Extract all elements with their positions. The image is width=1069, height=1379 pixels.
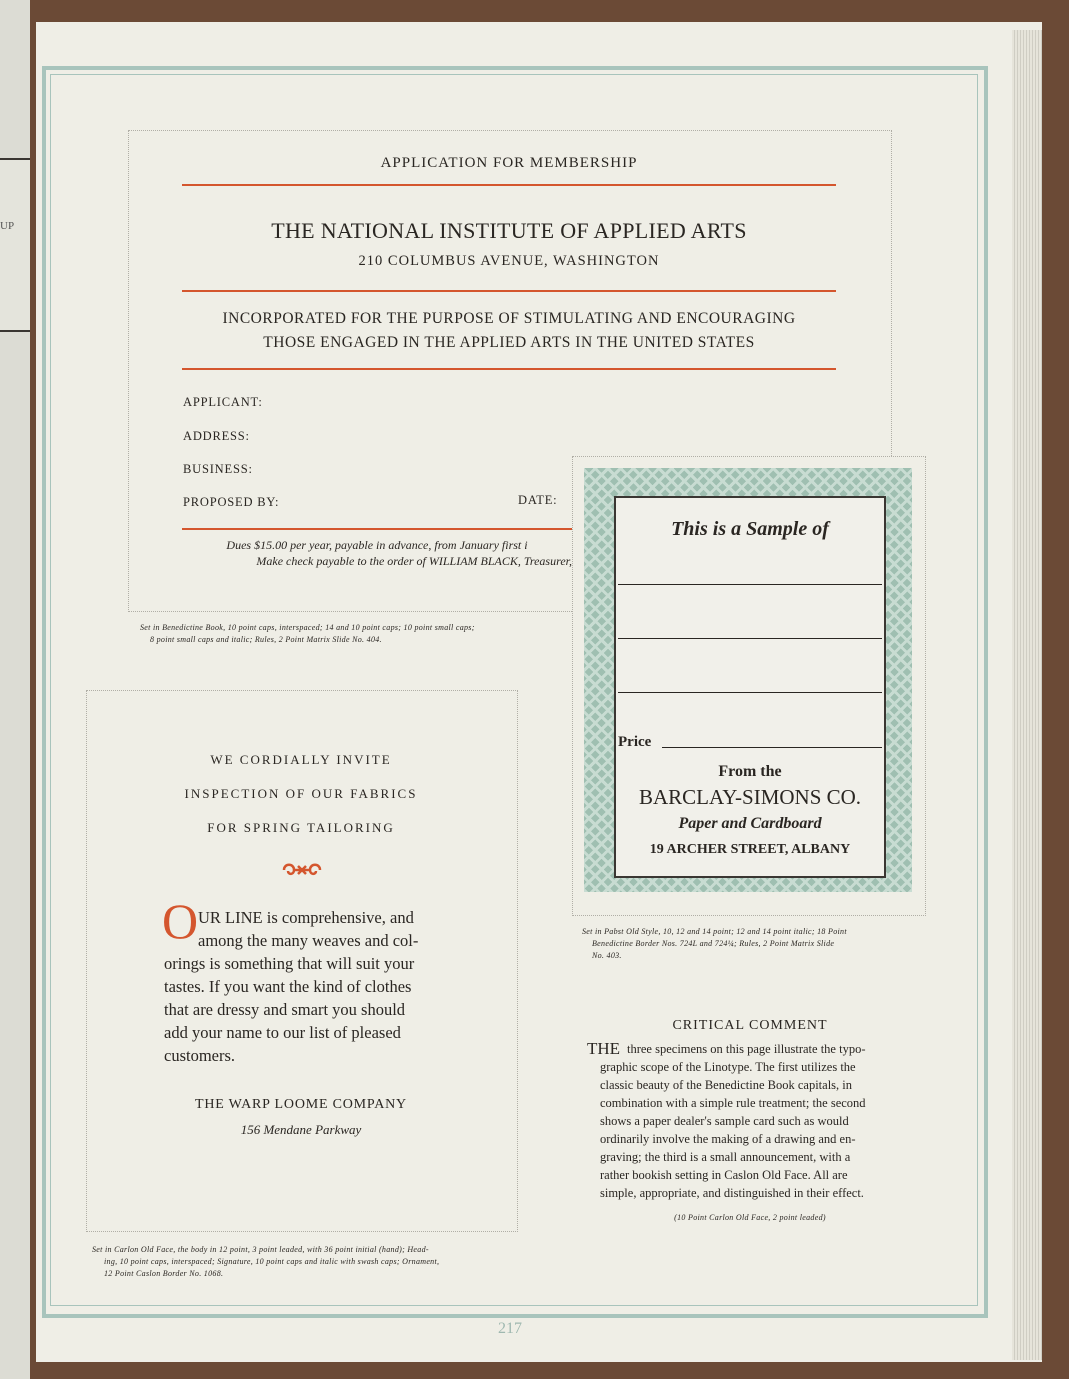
body-line-6: add your name to our list of pleased <box>164 1023 401 1042</box>
warp-loome-address: 156 Mendane Parkway <box>240 1122 362 1137</box>
sample-street: 19 ARCHER STREET, ALBANY <box>649 842 851 857</box>
comment-line-9: simple, appropriate, and distinguished in their effect. <box>600 1186 864 1200</box>
comment-caption: (10 Point Carlon Old Face, 2 point leaded) <box>674 1213 826 1222</box>
critical-comment-title: CRITICAL COMMENT <box>672 1018 828 1033</box>
comment-line-3: classic beauty of the Benedictine Book capitals, in <box>600 1078 853 1092</box>
previous-page-label: UP <box>0 220 15 232</box>
comment-initial: THE <box>587 1039 621 1058</box>
sample-company: BARCLAY-SIMONS CO. <box>638 785 862 809</box>
comment-line-4: combination with a simple rule treatment; the second <box>600 1096 866 1110</box>
price-label: Price <box>618 734 652 750</box>
purpose-line-2: THOSE ENGAGED IN THE APPLIED ARTS IN THE UNITED STATES <box>263 334 755 351</box>
comment-line-8: rather bookish setting in Caslon Old Face. All are <box>600 1168 848 1182</box>
card1-caption-line-1: Set in Benedictine Book, 10 point caps, interspaced; 14 and 10 point caps; 10 point small caps; <box>140 623 475 632</box>
date-label: DATE: <box>518 493 558 507</box>
price-line <box>662 747 882 748</box>
address-label: ADDRESS: <box>183 429 250 443</box>
blank-line <box>618 692 882 693</box>
comment-line-2: graphic scope of the Linotype. The first utilizes the <box>600 1060 856 1074</box>
body-line-4: tastes. If you want the kind of clothes <box>164 977 412 996</box>
red-rule <box>182 528 574 530</box>
drop-cap: O <box>162 893 199 949</box>
comment-line-7: graving; the third is a small announcement, with a <box>600 1150 851 1164</box>
body-line-7: customers. <box>164 1046 236 1065</box>
page-number: 217 <box>498 1320 522 1337</box>
comment-line-5: shows a paper dealer's sample card such as would <box>600 1114 849 1128</box>
invite-line-1: WE CORDIALLY INVITE <box>210 752 392 767</box>
applicant-label: APPLICANT: <box>183 395 263 409</box>
page-edges <box>1012 30 1042 1360</box>
comment-line-6: ordinarily involve the making of a drawing and en- <box>600 1132 856 1146</box>
body-line-1: UR LINE is comprehensive, and <box>198 908 414 927</box>
blank-line <box>618 584 882 585</box>
card2-caption-line-3: No. 403. <box>592 951 622 960</box>
from-the: From the <box>718 763 782 780</box>
blank-line <box>618 638 882 639</box>
red-rule <box>182 368 836 370</box>
body-line-3: orings is something that will suit your <box>164 954 415 973</box>
card3-caption-line-2: ing, 10 point caps, interspaced; Signature, 10 point caps and italic with swash caps; Ornament, <box>104 1257 440 1266</box>
application-heading: APPLICATION FOR MEMBERSHIP <box>380 155 638 171</box>
dues-line-2: Make check payable to the order of WILLIAM BLACK, Treasurer, <box>256 554 572 568</box>
card3-caption-line-1: Set in Carlon Old Face, the body in 12 point, 3 point leaded, with 36 point initial (hand); Head- <box>92 1245 429 1254</box>
comment-line-1: three specimens on this page illustrate the typo- <box>627 1042 866 1056</box>
card2-caption-line-1: Set in Pabst Old Style, 10, 12 and 14 point; 12 and 14 point italic; 18 Point <box>582 927 847 936</box>
invite-line-3: FOR SPRING TAILORING <box>207 820 395 835</box>
purpose-line-1: INCORPORATED FOR THE PURPOSE OF STIMULATING AND ENCOURAGING <box>222 310 796 327</box>
ornament-icon <box>280 860 324 880</box>
org-address: 210 COLUMBUS AVENUE, WASHINGTON <box>358 253 660 269</box>
sample-tagline: Paper and Cardboard <box>678 815 822 832</box>
warp-loome-company: THE WARP LOOME COMPANY <box>195 1097 407 1112</box>
red-rule <box>182 290 836 292</box>
business-label: BUSINESS: <box>183 462 253 476</box>
dues-line-1: Dues $15.00 per year, payable in advance, from January first i <box>226 538 528 552</box>
sample-title: This is a Sample of <box>671 518 829 540</box>
body-line-5: that are dressy and smart you should <box>164 1000 406 1019</box>
card1-caption-line-2: 8 point small caps and italic; Rules, 2 Point Matrix Slide No. 404. <box>150 635 382 644</box>
body-line-2: among the many weaves and col- <box>198 931 419 950</box>
org-name: THE NATIONAL INSTITUTE OF APPLIED ARTS <box>271 218 747 243</box>
card2-caption-line-2: Benedictine Border Nos. 724L and 724¼; Rules, 2 Point Matrix Slide <box>592 939 835 948</box>
proposed-by-label: PROPOSED BY: <box>183 495 280 509</box>
card3-caption-line-3: 12 Point Caslon Border No. 1068. <box>104 1269 224 1278</box>
invite-line-2: INSPECTION OF OUR FABRICS <box>184 786 418 801</box>
red-rule <box>182 184 836 186</box>
